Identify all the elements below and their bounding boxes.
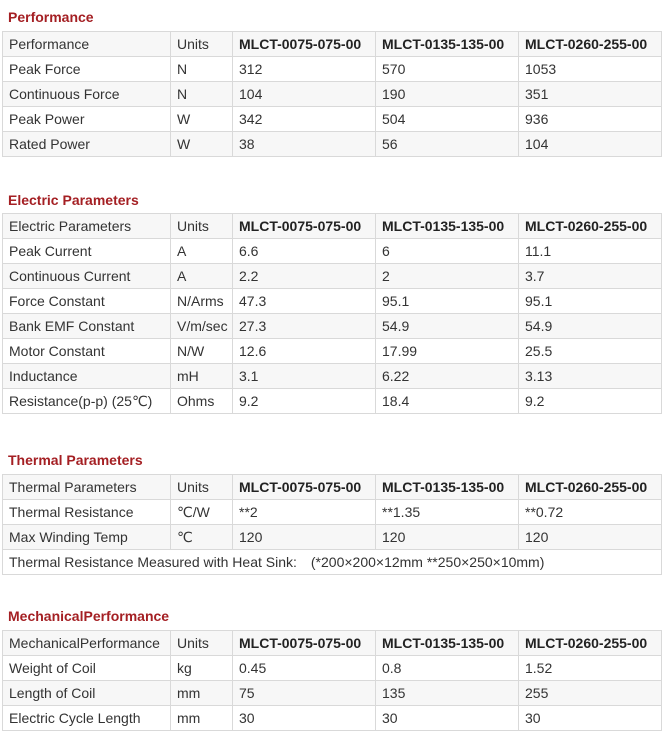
thermal-note: Thermal Resistance Measured with Heat Sink: (*200×200×12mm **250×250×10mm) xyxy=(3,550,662,575)
header-cell-units: Units xyxy=(171,475,233,500)
table-cell: N xyxy=(171,82,233,107)
table-cell: A xyxy=(171,264,233,289)
table-cell: V/m/sec xyxy=(171,314,233,339)
table-cell: 6.22 xyxy=(376,364,519,389)
table-row xyxy=(3,289,662,314)
table-cell: 95.1 xyxy=(376,289,519,314)
electric-table xyxy=(2,213,662,414)
header-cell-model: MLCT-0075-075-00 xyxy=(233,475,376,500)
table-row xyxy=(3,706,662,731)
table-cell: 3.1 xyxy=(233,364,376,389)
table-cell: 104 xyxy=(519,132,662,157)
header-cell-model: MLCT-0135-135-00 xyxy=(376,475,519,500)
table-row xyxy=(3,500,662,525)
header-cell-model: MLCT-0260-255-00 xyxy=(519,475,662,500)
table-cell: mH xyxy=(171,364,233,389)
table-cell: ℃ xyxy=(171,525,233,550)
table-cell: 30 xyxy=(233,706,376,731)
table-cell: 0.8 xyxy=(376,656,519,681)
table-cell: **1.35 xyxy=(376,500,519,525)
table-row xyxy=(3,82,662,107)
table-cell: 30 xyxy=(519,706,662,731)
table-row xyxy=(3,550,662,575)
table-cell: 351 xyxy=(519,82,662,107)
performance-section-title: Performance xyxy=(8,9,94,25)
table-cell: Resistance(p-p) (25℃) xyxy=(3,389,171,414)
table-cell: 2.2 xyxy=(233,264,376,289)
table-cell: Peak Current xyxy=(3,239,171,264)
table-cell: Bank EMF Constant xyxy=(3,314,171,339)
header-cell-model: MLCT-0075-075-00 xyxy=(233,631,376,656)
table-row xyxy=(3,132,662,157)
table-header-row xyxy=(3,32,662,57)
header-cell-model: MLCT-0075-075-00 xyxy=(233,214,376,239)
table-cell: 75 xyxy=(233,681,376,706)
table-row xyxy=(3,681,662,706)
table-cell: N xyxy=(171,57,233,82)
table-header-row xyxy=(3,631,662,656)
table-cell: 570 xyxy=(376,57,519,82)
table-row xyxy=(3,364,662,389)
table-cell: Weight of Coil xyxy=(3,656,171,681)
table-cell: 135 xyxy=(376,681,519,706)
table-cell: Continuous Force xyxy=(3,82,171,107)
table-cell: 54.9 xyxy=(519,314,662,339)
table-cell: 120 xyxy=(233,525,376,550)
table-cell: 9.2 xyxy=(519,389,662,414)
table-cell: 47.3 xyxy=(233,289,376,314)
table-cell: 504 xyxy=(376,107,519,132)
mechanical-table xyxy=(2,630,662,731)
table-cell: 6 xyxy=(376,239,519,264)
table-row xyxy=(3,57,662,82)
table-cell: 104 xyxy=(233,82,376,107)
table-cell: 9.2 xyxy=(233,389,376,414)
table-cell: 312 xyxy=(233,57,376,82)
table-cell: Peak Power xyxy=(3,107,171,132)
mechanical-section-title: MechanicalPerformance xyxy=(8,608,170,624)
header-cell-model: MLCT-0260-255-00 xyxy=(519,631,662,656)
table-row xyxy=(3,264,662,289)
table-cell: Thermal Resistance xyxy=(3,500,171,525)
table-cell: 342 xyxy=(233,107,376,132)
table-cell: 3.7 xyxy=(519,264,662,289)
table-cell: 0.45 xyxy=(233,656,376,681)
header-cell-model: MLCT-0260-255-00 xyxy=(519,214,662,239)
table-row xyxy=(3,339,662,364)
table-cell: 38 xyxy=(233,132,376,157)
table-cell: 1053 xyxy=(519,57,662,82)
header-cell-parameter: Electric Parameters xyxy=(3,214,171,239)
table-cell: Peak Force xyxy=(3,57,171,82)
table-cell: 190 xyxy=(376,82,519,107)
table-cell: Inductance xyxy=(3,364,171,389)
table-cell: 936 xyxy=(519,107,662,132)
table-cell: 25.5 xyxy=(519,339,662,364)
table-row xyxy=(3,314,662,339)
table-row xyxy=(3,389,662,414)
table-cell: kg xyxy=(171,656,233,681)
table-cell: mm xyxy=(171,706,233,731)
table-cell: Ohms xyxy=(171,389,233,414)
table-cell: N/W xyxy=(171,339,233,364)
table-cell: 1.52 xyxy=(519,656,662,681)
table-cell: 95.1 xyxy=(519,289,662,314)
table-cell: 2 xyxy=(376,264,519,289)
table-cell: N/Arms xyxy=(171,289,233,314)
table-row xyxy=(3,656,662,681)
table-cell: mm xyxy=(171,681,233,706)
header-cell-parameter: MechanicalPerformance xyxy=(3,631,171,656)
table-cell: 6.6 xyxy=(233,239,376,264)
table-cell: 56 xyxy=(376,132,519,157)
table-cell: 120 xyxy=(519,525,662,550)
header-cell-model: MLCT-0135-135-00 xyxy=(376,631,519,656)
table-cell: A xyxy=(171,239,233,264)
table-cell: ℃/W xyxy=(171,500,233,525)
table-row xyxy=(3,107,662,132)
table-cell: 255 xyxy=(519,681,662,706)
header-cell-model: MLCT-0135-135-00 xyxy=(376,214,519,239)
header-cell-units: Units xyxy=(171,214,233,239)
table-header-row xyxy=(3,475,662,500)
table-cell: 11.1 xyxy=(519,239,662,264)
table-cell: 3.13 xyxy=(519,364,662,389)
header-cell-model: MLCT-0135-135-00 xyxy=(376,32,519,57)
table-cell: 54.9 xyxy=(376,314,519,339)
table-cell: Rated Power xyxy=(3,132,171,157)
table-cell: **2 xyxy=(233,500,376,525)
header-cell-parameter: Performance xyxy=(3,32,171,57)
table-cell: **0.72 xyxy=(519,500,662,525)
table-cell: 17.99 xyxy=(376,339,519,364)
header-cell-parameter: Thermal Parameters xyxy=(3,475,171,500)
header-cell-model: MLCT-0075-075-00 xyxy=(233,32,376,57)
table-row xyxy=(3,239,662,264)
performance-table xyxy=(2,31,662,157)
thermal-section-title: Thermal Parameters xyxy=(8,452,143,468)
table-cell: W xyxy=(171,107,233,132)
table-header-row xyxy=(3,214,662,239)
table-cell: Max Winding Temp xyxy=(3,525,171,550)
header-cell-units: Units xyxy=(171,32,233,57)
table-row xyxy=(3,525,662,550)
table-cell: Motor Constant xyxy=(3,339,171,364)
header-cell-units: Units xyxy=(171,631,233,656)
table-cell: Continuous Current xyxy=(3,264,171,289)
header-cell-model: MLCT-0260-255-00 xyxy=(519,32,662,57)
table-cell: 120 xyxy=(376,525,519,550)
thermal-table xyxy=(2,474,662,575)
electric-section-title: Electric Parameters xyxy=(8,192,139,208)
table-cell: 12.6 xyxy=(233,339,376,364)
table-cell: 27.3 xyxy=(233,314,376,339)
table-cell: W xyxy=(171,132,233,157)
table-cell: 30 xyxy=(376,706,519,731)
table-cell: Electric Cycle Length xyxy=(3,706,171,731)
table-cell: Force Constant xyxy=(3,289,171,314)
table-cell: 18.4 xyxy=(376,389,519,414)
table-cell: Length of Coil xyxy=(3,681,171,706)
